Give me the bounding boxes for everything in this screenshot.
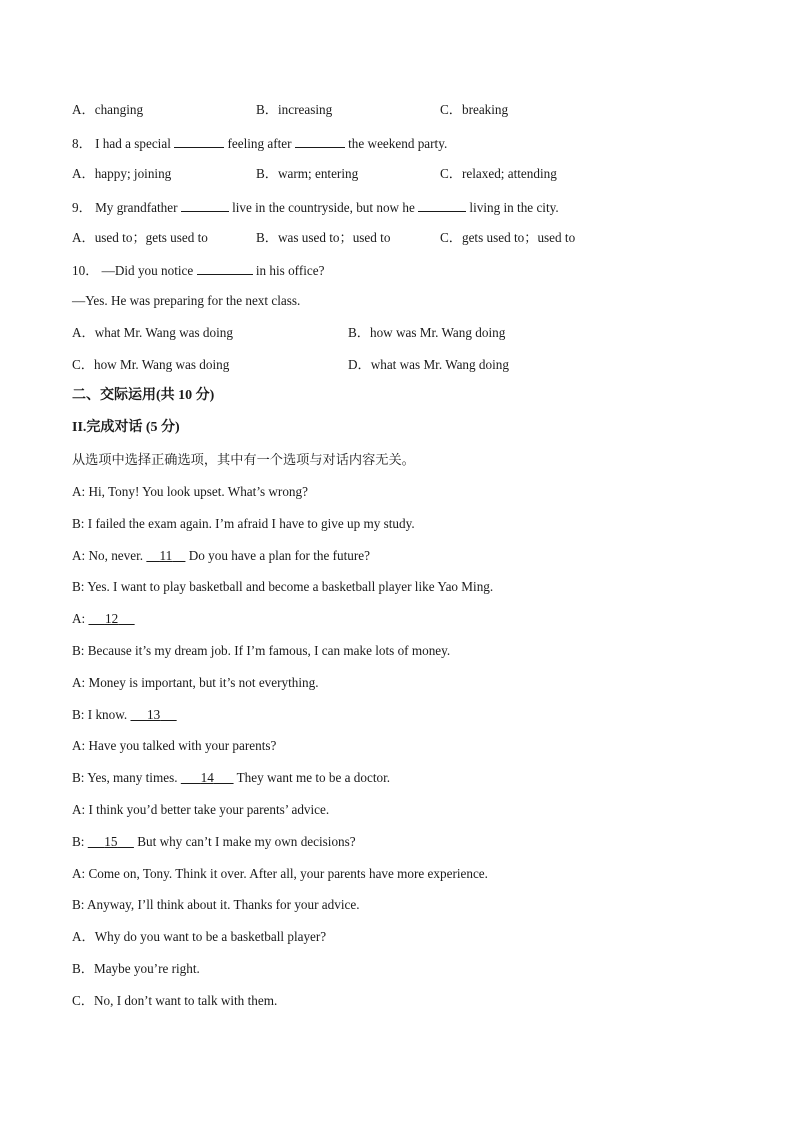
q8-text-a: I had a special bbox=[95, 136, 171, 151]
blank-13-number: 13 bbox=[146, 707, 161, 722]
part-2-title: II.完成对话 (5 分) bbox=[72, 420, 180, 435]
dialogue-line-10-text-b: They want me to be a doctor. bbox=[236, 770, 391, 785]
q7-option-c: C．breaking bbox=[440, 102, 509, 117]
dialogue-line-5 bbox=[72, 610, 135, 628]
q7-option-b: B．increasing bbox=[256, 102, 333, 117]
q10-option-a: A．what Mr. Wang was doing bbox=[72, 325, 233, 340]
q10-text-a: —Did you notice bbox=[101, 263, 194, 278]
q7-option-a: A．changing bbox=[72, 102, 144, 117]
dialogue-line-8-text: B: I know. bbox=[72, 707, 128, 722]
q9-option-c: C．gets used to；used to bbox=[440, 230, 576, 245]
blank-15 bbox=[88, 834, 134, 849]
question-8 bbox=[72, 133, 447, 153]
q8-option-b: B．warm; entering bbox=[256, 166, 359, 181]
dialogue-line-4: B: Yes. I want to play basketball and become a basketball player like Yao Ming. bbox=[72, 579, 494, 594]
dialogue-line-10-text-a: B: Yes, many times. bbox=[72, 770, 178, 785]
dialogue-line-9: A: Have you talked with your parents? bbox=[72, 738, 277, 753]
dialogue-line-13: A: Come on, Tony. Think it over. After all, your parents have more experience. bbox=[72, 866, 488, 881]
q8-blank-2 bbox=[295, 133, 345, 148]
dialogue-line-2: B: I failed the exam again. I’m afraid I have to give up my study. bbox=[72, 516, 415, 531]
q8-text-c: the weekend party. bbox=[348, 136, 448, 151]
q10-option-b: B．how was Mr. Wang doing bbox=[348, 325, 506, 340]
question-9 bbox=[72, 197, 559, 217]
dialogue-line-10 bbox=[72, 769, 390, 787]
dialogue-line-3 bbox=[72, 547, 370, 565]
instruction: 从选项中选择正确选项，其中有一个选项与对话内容无关。 bbox=[72, 452, 415, 467]
choice-a: A．Why do you want to be a basketball player? bbox=[72, 929, 327, 944]
q8-option-a: A．happy; joining bbox=[72, 166, 172, 181]
dialogue-line-1: A: Hi, Tony! You look upset. What’s wrong? bbox=[72, 484, 308, 499]
q8-blank-1 bbox=[174, 133, 224, 148]
dialogue-line-11: A: I think you’d better take your parents’ advice. bbox=[72, 802, 330, 817]
q10-reply: —Yes. He was preparing for the next class. bbox=[72, 293, 301, 308]
q10-option-c: C．how Mr. Wang was doing bbox=[72, 357, 230, 372]
q9-text-b: live in the countryside, but now he bbox=[232, 200, 415, 215]
q9-text-c: living in the city. bbox=[469, 200, 559, 215]
blank-15-number: 15 bbox=[104, 834, 118, 849]
dialogue-line-14: B: Anyway, I’ll think about it. Thanks for your advice. bbox=[72, 897, 360, 912]
dialogue-line-12-text-b: But why can’t I make my own decisions? bbox=[137, 834, 356, 849]
dialogue-line-12 bbox=[72, 833, 356, 851]
blank-12 bbox=[88, 611, 134, 626]
choice-b: B．Maybe you’re right. bbox=[72, 961, 200, 976]
blank-14 bbox=[181, 770, 234, 785]
dialogue-line-7: A: Money is important, but it’s not everything. bbox=[72, 675, 319, 690]
q10-text-b: in his office? bbox=[255, 263, 325, 278]
dialogue-line-5-speaker: A: bbox=[72, 611, 86, 626]
q10-number: 10． bbox=[72, 263, 99, 278]
q9-blank-2 bbox=[418, 197, 466, 212]
q8-number: 8． bbox=[72, 136, 92, 151]
blank-12-number: 12 bbox=[104, 611, 119, 626]
dialogue-line-3-text-a: A: No, never. bbox=[72, 548, 144, 563]
q8-text-b: feeling after bbox=[227, 136, 292, 151]
q10-blank bbox=[197, 260, 253, 275]
blank-11 bbox=[146, 548, 185, 563]
question-10 bbox=[72, 260, 324, 280]
q9-number: 9． bbox=[72, 200, 92, 215]
q9-option-a: A．used to；gets used to bbox=[72, 230, 208, 245]
q9-text-a: My grandfather bbox=[95, 200, 178, 215]
dialogue-line-3-text-b: Do you have a plan for the future? bbox=[188, 548, 370, 563]
blank-11-number: 11 bbox=[159, 548, 173, 563]
blank-14-number: 14 bbox=[200, 770, 214, 785]
dialogue-line-12-speaker: B: bbox=[72, 834, 85, 849]
q9-blank-1 bbox=[181, 197, 229, 212]
q8-option-c: C．relaxed; attending bbox=[440, 166, 557, 181]
blank-13 bbox=[131, 707, 177, 722]
section-2-title: 二、交际运用(共 10 分) bbox=[72, 388, 215, 403]
q9-option-b: B．was used to；used to bbox=[256, 230, 391, 245]
dialogue-line-8 bbox=[72, 706, 177, 724]
choice-c: C．No, I don’t want to talk with them. bbox=[72, 993, 278, 1008]
q10-option-d: D．what was Mr. Wang doing bbox=[348, 357, 509, 372]
dialogue-line-6: B: Because it’s my dream job. If I’m famous, I can make lots of money. bbox=[72, 643, 451, 658]
